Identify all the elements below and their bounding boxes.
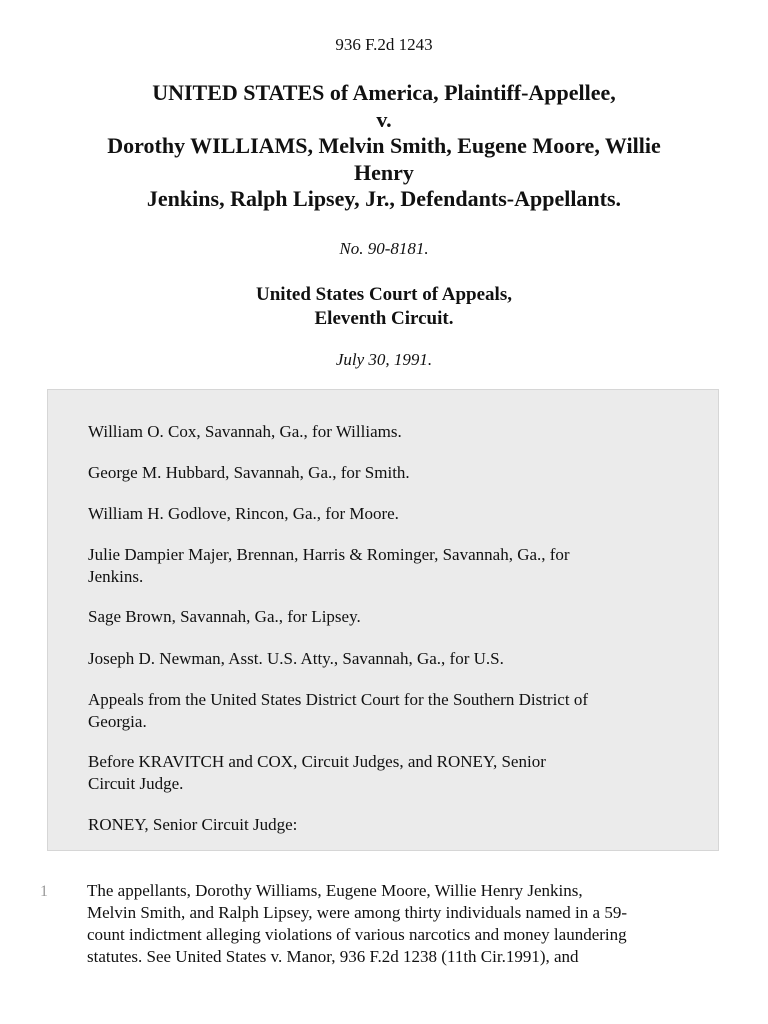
case-caption <box>0 80 768 213</box>
decision-date: July 30, 1991. <box>335 350 433 369</box>
opinion-line4: statutes. See United States v. Manor, 936 F.2d 1238 (11th Cir.1991), and <box>87 947 579 966</box>
caption-versus: v. <box>376 106 392 132</box>
docket-number: No. 90-8181. <box>339 239 429 258</box>
caption-defendants-line1: Dorothy WILLIAMS, Melvin Smith, Eugene Moore, Willie <box>107 133 661 158</box>
opinion-paragraph <box>87 880 725 968</box>
counsel-moore: William H. Godlove, Rincon, Ga., for Moore. <box>88 504 399 523</box>
counsel-header-box <box>47 389 719 851</box>
panel-judges <box>88 751 688 795</box>
counsel-jenkins-line1: Julie Dampier Majer, Brennan, Harris & Rominger, Savannah, Ga., for <box>88 545 570 564</box>
counsel-smith: George M. Hubbard, Savannah, Ga., for Smith. <box>88 463 410 482</box>
appeal-origin-line2: Georgia. <box>88 712 147 731</box>
panel-judges-line2: Circuit Judge. <box>88 774 184 793</box>
opinion-line1: The appellants, Dorothy Williams, Eugene Moore, Willie Henry Jenkins, <box>87 881 583 900</box>
court-name <box>0 283 768 331</box>
caption-defendants-line3: Jenkins, Ralph Lipsey, Jr., Defendants-Appellants. <box>146 186 622 211</box>
counsel-us: Joseph D. Newman, Asst. U.S. Atty., Savannah, Ga., for U.S. <box>88 649 504 668</box>
counsel-lipsey: Sage Brown, Savannah, Ga., for Lipsey. <box>88 607 361 626</box>
caption-defendants-line2: Henry <box>354 159 414 185</box>
counsel-williams: William O. Cox, Savannah, Ga., for Williams. <box>88 422 402 441</box>
paragraph-number: 1 <box>40 883 48 900</box>
court-name-line2: Eleventh Circuit. <box>314 308 454 329</box>
appeal-origin <box>88 689 688 733</box>
panel-judges-line1: Before KRAVITCH and COX, Circuit Judges, and RONEY, Senior <box>88 752 546 771</box>
counsel-jenkins-line2: Jenkins. <box>88 567 144 586</box>
counsel-jenkins <box>88 544 688 588</box>
case-citation: 936 F.2d 1243 <box>335 35 433 54</box>
opinion-line2: Melvin Smith, and Ralph Lipsey, were among thirty individuals named in a 59- <box>87 903 627 922</box>
opinion-line3: count indictment alleging violations of various narcotics and money laundering <box>87 925 627 944</box>
caption-plaintiff: UNITED STATES of America, Plaintiff-Appellee, <box>152 80 616 105</box>
opinion-author: RONEY, Senior Circuit Judge: <box>88 815 298 834</box>
appeal-origin-line1: Appeals from the United States District Court for the Southern District of <box>88 690 588 709</box>
court-name-line1: United States Court of Appeals, <box>256 284 512 305</box>
